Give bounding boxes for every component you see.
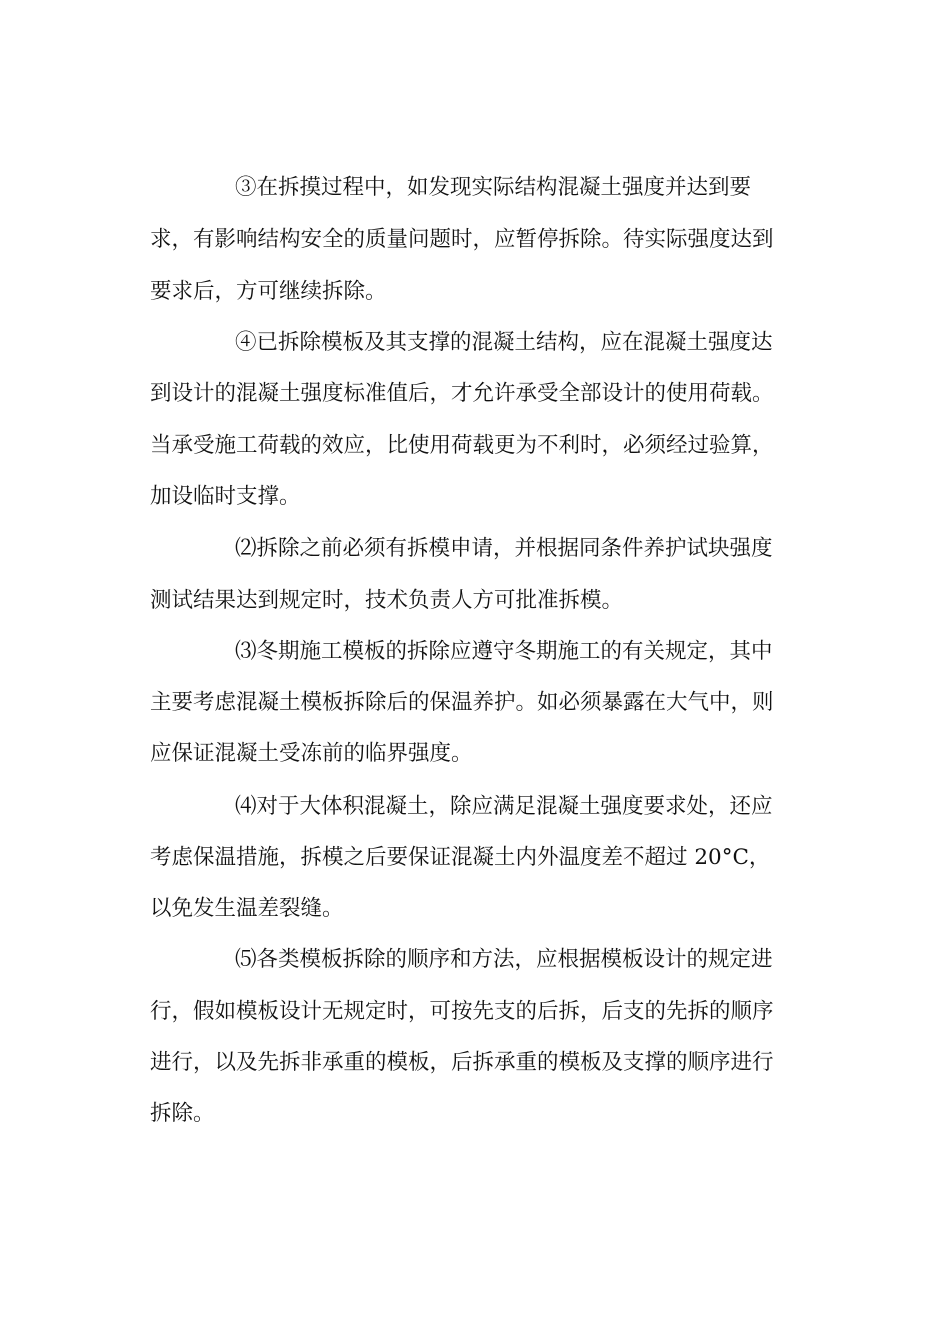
paragraph-6-line-2: 行，假如模板设计无规定时，可按先支的后拆，后支的先拆的顺序 xyxy=(150,999,774,1024)
paragraph-5-line-3: 以免发生温差裂缝。 xyxy=(150,896,344,921)
paragraph-3-line-2: 测试结果达到规定时，技术负责人方可批准拆模。 xyxy=(150,588,624,613)
paragraph-3-line-1: ⑵拆除之前必须有拆模申请，并根据同条件养护试块强度 xyxy=(235,536,773,561)
paragraph-1-line-2: 求，有影响结构安全的质量问题时，应暂停拆除。待实际强度达到 xyxy=(150,227,774,252)
paragraph-2-line-1: ④已拆除模板及其支撑的混凝土结构，应在混凝土强度达 xyxy=(235,330,773,355)
paragraph-1-line-3: 要求后，方可继续拆除。 xyxy=(150,279,387,304)
paragraph-2-line-2: 到设计的混凝土强度标准值后，才允许承受全部设计的使用荷载。 xyxy=(150,381,774,406)
paragraph-5-line-1: ⑷对于大体积混凝土，除应满足混凝土强度要求处，还应 xyxy=(235,794,773,819)
paragraph-6-line-1: ⑸各类模板拆除的顺序和方法，应根据模板设计的规定进 xyxy=(235,947,773,972)
paragraph-6-line-3: 进行，以及先拆非承重的模板，后拆承重的模板及支撑的顺序进行 xyxy=(150,1050,774,1075)
paragraph-2-line-3: 当承受施工荷载的效应，比使用荷载更为不利时，必须经过验算， xyxy=(150,433,774,458)
paragraph-2-line-4: 加设临时支撑。 xyxy=(150,484,301,509)
paragraph-4-line-3: 应保证混凝土受冻前的临界强度。 xyxy=(150,741,473,766)
paragraph-4-line-2: 主要考虑混凝土模板拆除后的保温养护。如必须暴露在大气中，则 xyxy=(150,690,774,715)
paragraph-5-line-2: 考虑保温措施，拆模之后要保证混凝土内外温度差不超过 20°C， xyxy=(150,845,771,870)
paragraph-4-line-1: ⑶冬期施工模板的拆除应遵守冬期施工的有关规定，其中 xyxy=(235,639,773,664)
paragraph-1-line-1: ③在拆摸过程中，如发现实际结构混凝土强度并达到要 xyxy=(235,175,752,200)
paragraph-6-line-4: 拆除。 xyxy=(150,1101,215,1126)
